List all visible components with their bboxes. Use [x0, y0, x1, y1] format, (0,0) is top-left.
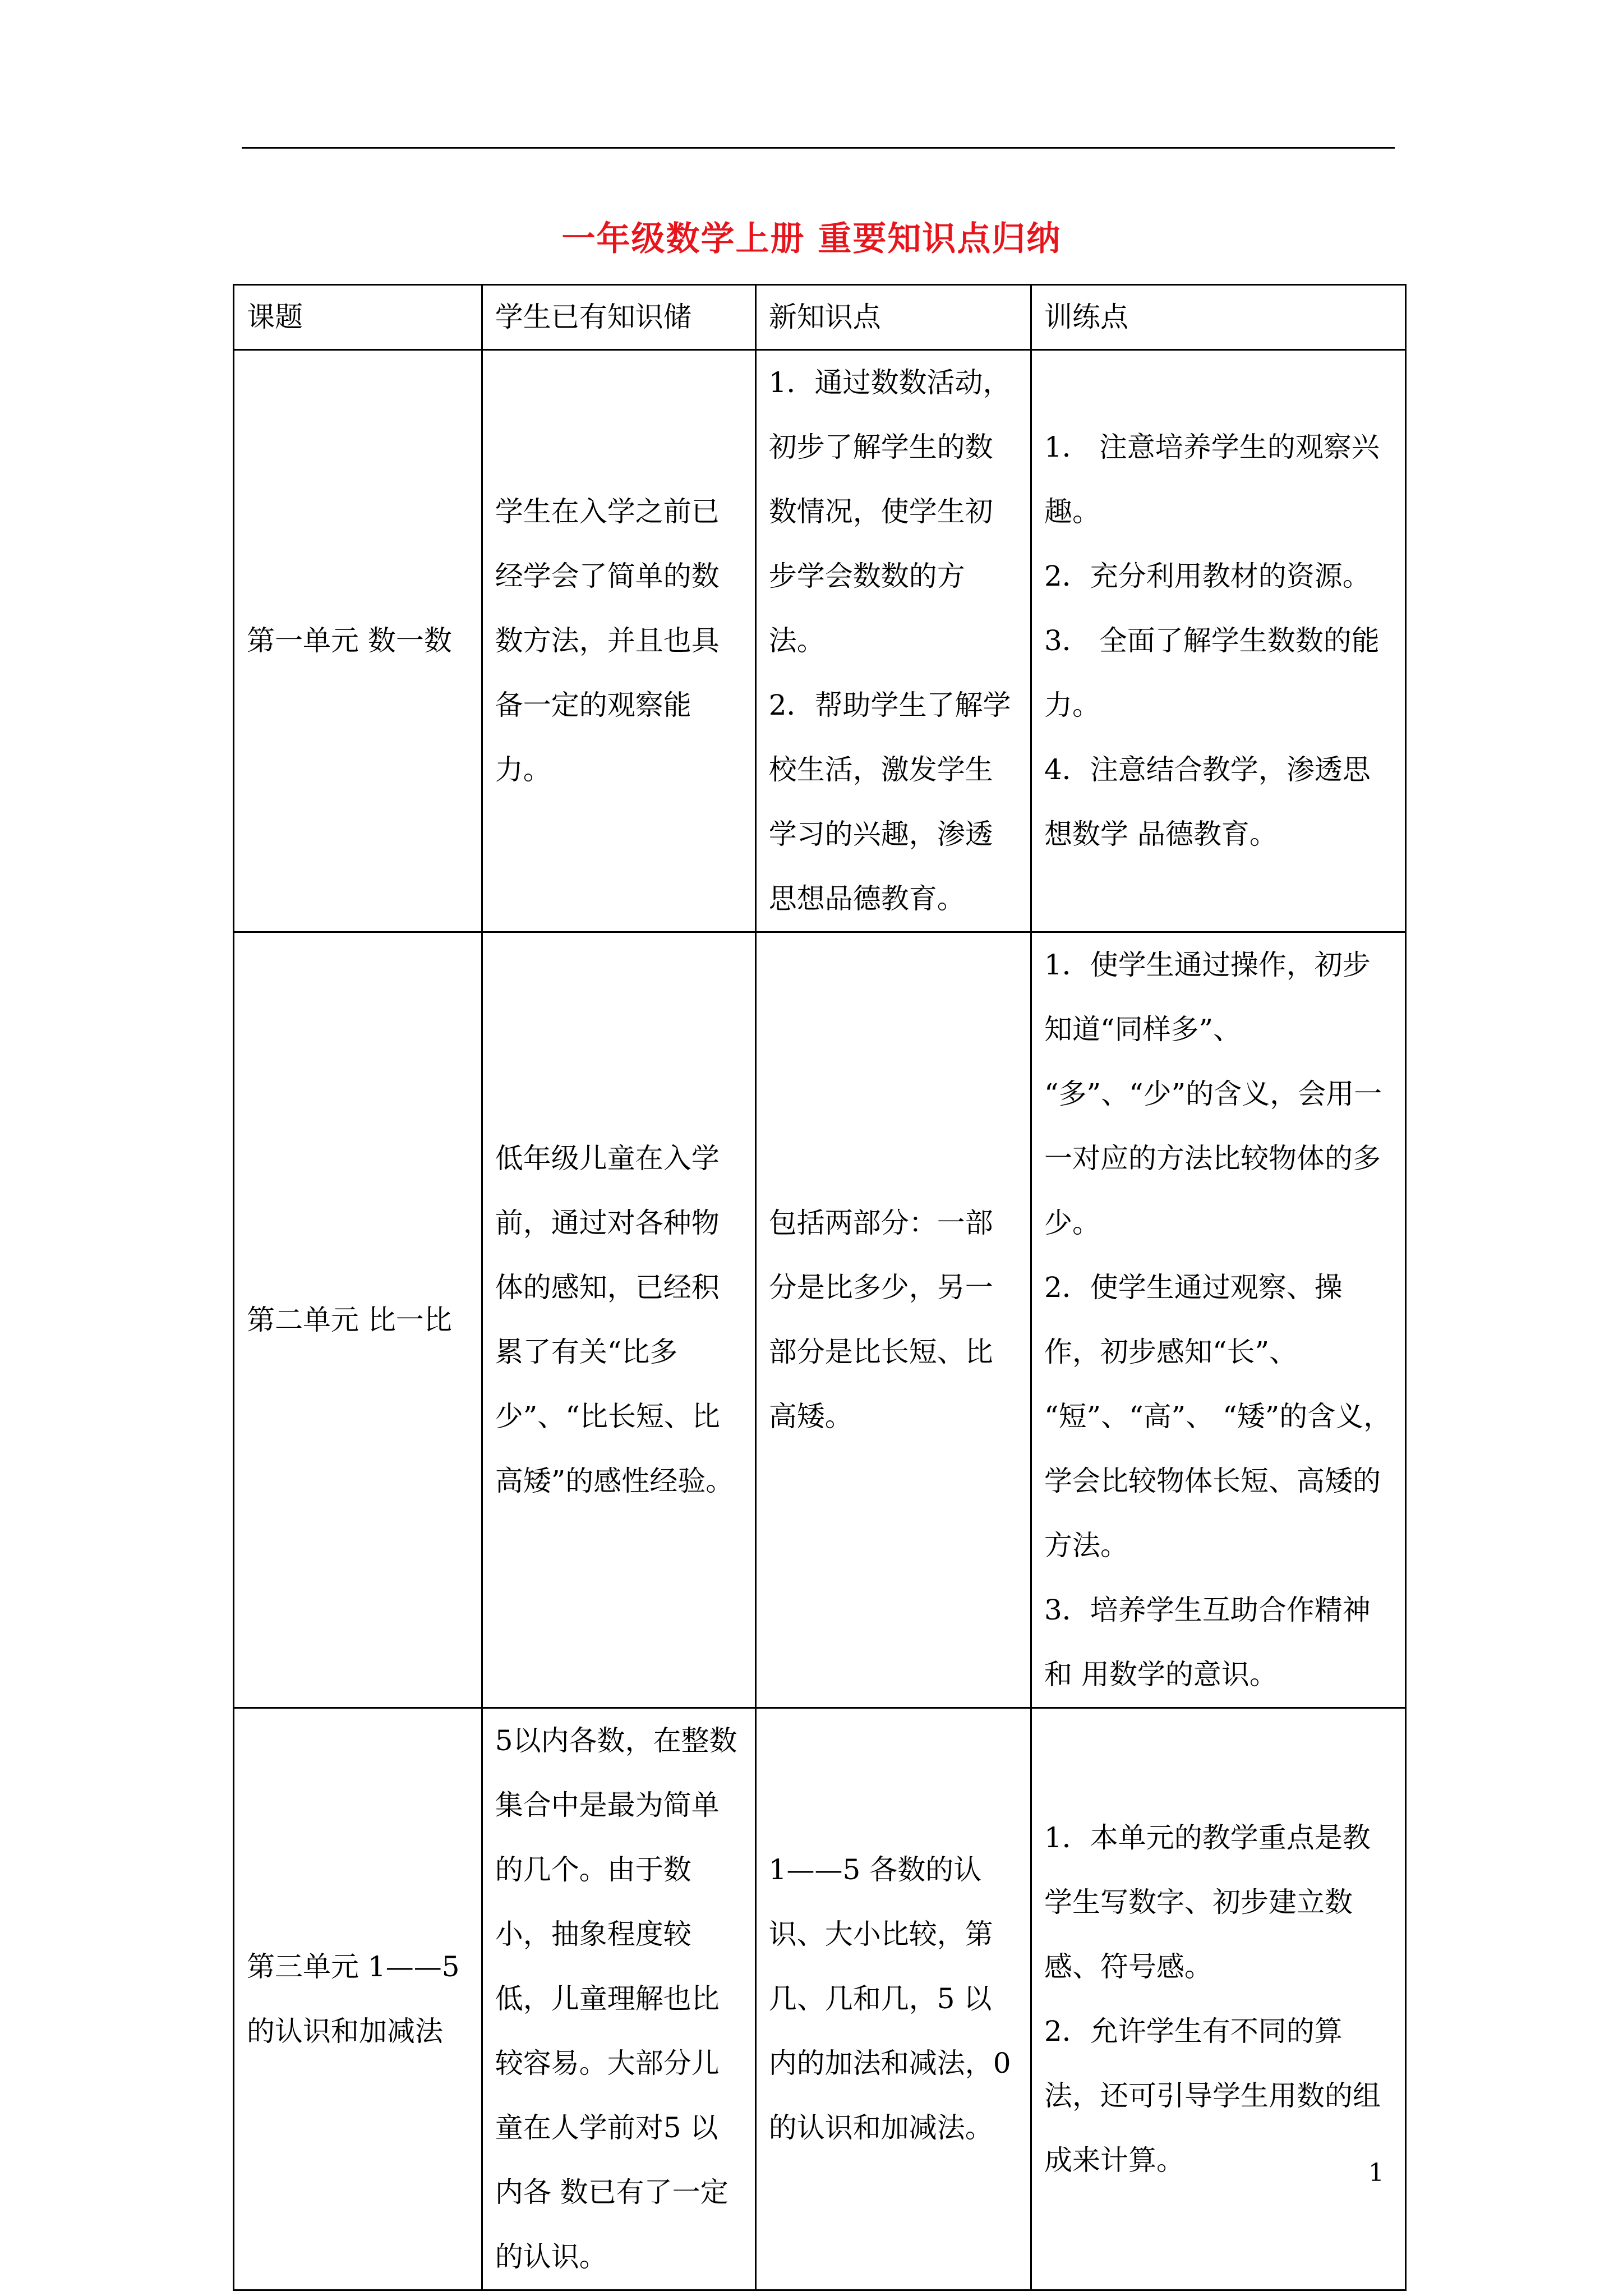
- training-points-cell: [1031, 1708, 1406, 2290]
- training-points-cell: [1031, 932, 1406, 1708]
- training-point-item: 2．充分利用教材的资源。: [1044, 560, 1371, 592]
- topic-cell: 第一单元 数一数: [234, 350, 482, 932]
- topic-cell: 第二单元 比一比: [234, 932, 482, 1708]
- training-point-item: 2．允许学生有不同的算法，还可引导学生用数的组成来计算。: [1044, 2014, 1381, 2177]
- knowledge-table: [233, 284, 1407, 2291]
- header-cell-new-knowledge: 新知识点: [755, 285, 1031, 350]
- header-rule: [242, 147, 1395, 149]
- new-knowledge-item: 2．帮助学生了解学校生活，激发学生学习的兴趣，渗透思想品德教育。: [768, 689, 1011, 915]
- training-point-item: 1．本单元的教学重点是教学生写数字、初步建立数感、符号感。: [1044, 1821, 1371, 1983]
- page-number: 1: [1368, 2159, 1384, 2187]
- header-cell-training-points: 训练点: [1031, 285, 1406, 350]
- prior-knowledge-cell: 学生在入学之前已经学会了简单的数数方法，并且也具备一定的观察能力。: [482, 350, 755, 932]
- training-point-item: 1．使学生通过操作，初步知道“同样多”、 “多”、“少”的含义，会用一一对应的方法比较物体的多少。: [1044, 949, 1382, 1239]
- training-point-item: 3．培养学生互助合作精神和 用数学的意识。: [1044, 1594, 1371, 1691]
- table-row: [234, 350, 1406, 932]
- new-knowledge-item: 包括两部分：一部分是比多少，另一部分是比长短、比高矮。: [768, 1207, 993, 1433]
- training-point-item: 4．注意结合教学，渗透思想数学 品德教育。: [1044, 753, 1371, 850]
- new-knowledge-item: 1——5 各数的认识、大小比较，第几、几和几，5 以内的加法和减法，0 的认识和加减法。: [768, 1853, 1011, 2144]
- training-points-cell: [1031, 350, 1406, 932]
- document-title: 一年级数学上册 重要知识点归纳: [561, 219, 1062, 259]
- training-point-item: 2．使学生通过观察、操作，初步感知“长”、 “短”、“高”、 “矮”的含义，学会比较物体长短、高矮的方法。: [1044, 1271, 1392, 1562]
- training-point-item: 1． 注意培养学生的观察兴趣。: [1044, 431, 1380, 528]
- new-knowledge-cell: [755, 932, 1031, 1708]
- prior-knowledge-cell: 低年级儿童在入学前，通过对各种物体的感知，已经积累了有关“比多少”、“比长短、比高矮”的感性经验。: [482, 932, 755, 1708]
- header-cell-prior-knowledge: 学生已有知识储: [482, 285, 755, 350]
- new-knowledge-cell: [755, 1708, 1031, 2290]
- table-header-row: [234, 285, 1406, 350]
- table-row: [234, 932, 1406, 1708]
- header-cell-topic: 课题: [234, 285, 482, 350]
- table-row: [234, 1708, 1406, 2290]
- topic-cell: 第三单元 1——5的认识和加减法: [234, 1708, 482, 2290]
- new-knowledge-cell: [755, 350, 1031, 932]
- training-point-item: 3． 全面了解学生数数的能力。: [1044, 624, 1380, 721]
- new-knowledge-item: 1．通过数数活动，初步了解学生的数数情况，使学生初步学会数数的方法。: [768, 366, 1011, 657]
- prior-knowledge-cell: 5以内各数，在整数集合中是最为简单的几个。由于数小，抽象程度较低，儿童理解也比较容易。大部分儿童在人学前对5 以内各 数已有了一定的认识。: [482, 1708, 755, 2290]
